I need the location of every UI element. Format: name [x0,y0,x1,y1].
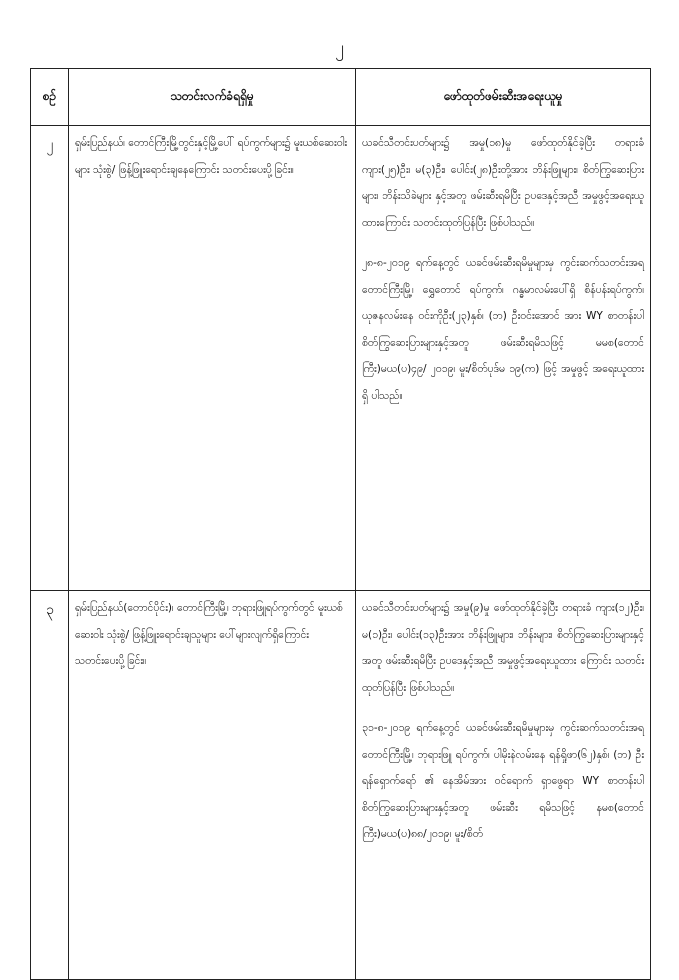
header-no: စဉ် [31,69,69,126]
action-taken-cell [356,591,651,980]
action-paragraph: ယခင်သီတင်းပတ်များ၌ အမှု(၁၈)မှု ဖော်ထုတ်နိုင်ခဲ့ပြီး တရားခံ ကျား(၂၅)ဦး၊ မ(၃)ဦး၊ ပေါင်း(၂၈)ဦးတို့အား ဘိန်းဖြူများ၊ စိတ်ကြွဆေးပြားများ၊ ဘိန်းသိခဲများ နှင့်အတူ ဖမ်းဆီးရမိပြီး ဥပဒေနှင့်အညီ အမှုဖွင့်အရေးယူ ထားကြောင်း သတင်းထုတ်ပြန်ပြီး ဖြစ်ပါသည်။ [362,137,644,229]
table-row [31,591,651,980]
header-action: ဖော်ထုတ်ဖမ်းဆီးအရေးယူမှု [356,69,651,126]
row-number: ၃ [31,591,69,980]
action-paragraph: ယခင်သီတင်းပတ်များ၌ အမှု(၉)မှု ဖော်ထုတ်နိုင်ခဲ့ပြီး တရားခံ ကျား(၁၂)ဦး၊ မ(၁)ဦး၊ ပေါင်း(၁၃)ဦးအား ဘိန်းဖြူများ၊ ဘိန်းများ၊ စိတ်ကြွဆေးပြားများနှင့်အတူ ဖမ်းဆီးရမိပြီး ဥပဒေနှင့်အညီ အမှုဖွင့်အရေးယူထား ကြောင်း သတင်းထုတ်ပြန်ပြီး ဖြစ်ပါသည်။ [362,602,644,694]
info-received-cell: ရှမ်းပြည်နယ်(တောင်ပိုင်း)၊ တောင်ကြီးမြို့၊ ဘုရားဖြူရပ်ကွက်တွင် မူးယစ်ဆေးဝါး သုံးစွဲ/ ဖြန့်ဖြူးရောင်းချသူများ ပေါ်များလျက်ရှိကြောင်း သတင်းပေးပို့ခြင်း။ [69,591,356,980]
row-number: ၂ [31,126,69,591]
info-received-cell: ရှမ်းပြည်နယ်၊ တောင်ကြီးမြို့တွင်းနှင့်မြို့ပေါ် ရပ်ကွက်များ၌ မူးယစ်ဆေးဝါးများ သုံးစွဲ/ ဖြန့်ဖြူးရောင်းချနေကြောင်း သတင်းပေးပို့ခြင်း။ [69,126,356,591]
action-taken-cell [356,126,651,591]
table-header-row [31,69,651,126]
action-paragraph: ၃၁-၈-၂၀၁၉ ရက်နေ့တွင် ယခင်ဖမ်းဆီးရမိမှုများမှ ကွင်းဆက်သတင်းအရ တောင်ကြီးမြို့၊ ဘုရားဖြူ ရပ်ကွက်၊ ပါမိုးနဲလမ်းနေ ရန်ရှိုဖာ(၆၂)နှစ်၊ (ဘ) ဦးရန်ရှောက်ရော် ၏ နေအိမ်အား ဝင်ရောက် ရှာဖွေရာ WY စာတန်းပါ စိတ်ကြွဆေးပြားများနှင့်အတူ ဖမ်းဆီး ရမိသဖြင့် နမစ(တောင်ကြီး)မယ(ပ)၈၈/၂၀၁၉၊ မူး/စိတ် [362,722,644,840]
report-table [30,68,651,980]
table-row [31,126,651,591]
action-paragraph: ၂၈-၈-၂၀၁၉ ရက်နေ့တွင် ယခင်ဖမ်းဆီးရမိမှုများမှ ကွင်းဆက်သတင်းအရ တောင်ကြီးမြို့၊ ရွှေတောင် ရပ်ကွက်၊ ဂန္ဓမာလမ်းပေါ်ရှိ စိန်ပန်းရပ်ကွက်၊ ယုဇနလမ်းနေ ဝင်းကိုဦး(၂၃)နှစ်၊ (ဘ) ဦးဝင်းအောင် အား WY စာတန်းပါ စိတ်ကြွဆေးပြားများနှင့်အတူ ဖမ်းဆီးရမိသဖြင့် မမစ(တောင်ကြီး)မယ(ပ)၄၉/ ၂၀၁၉၊ မူး/စိတ်ပုဒ်မ ၁၉(က) ဖြင့် အမှုဖွင့် အရေးယူထားရှိ ပါသည်။ [362,257,644,402]
page-number: ၂ [335,37,344,58]
header-received: သတင်းလက်ခံရရှိမှု [69,69,356,126]
